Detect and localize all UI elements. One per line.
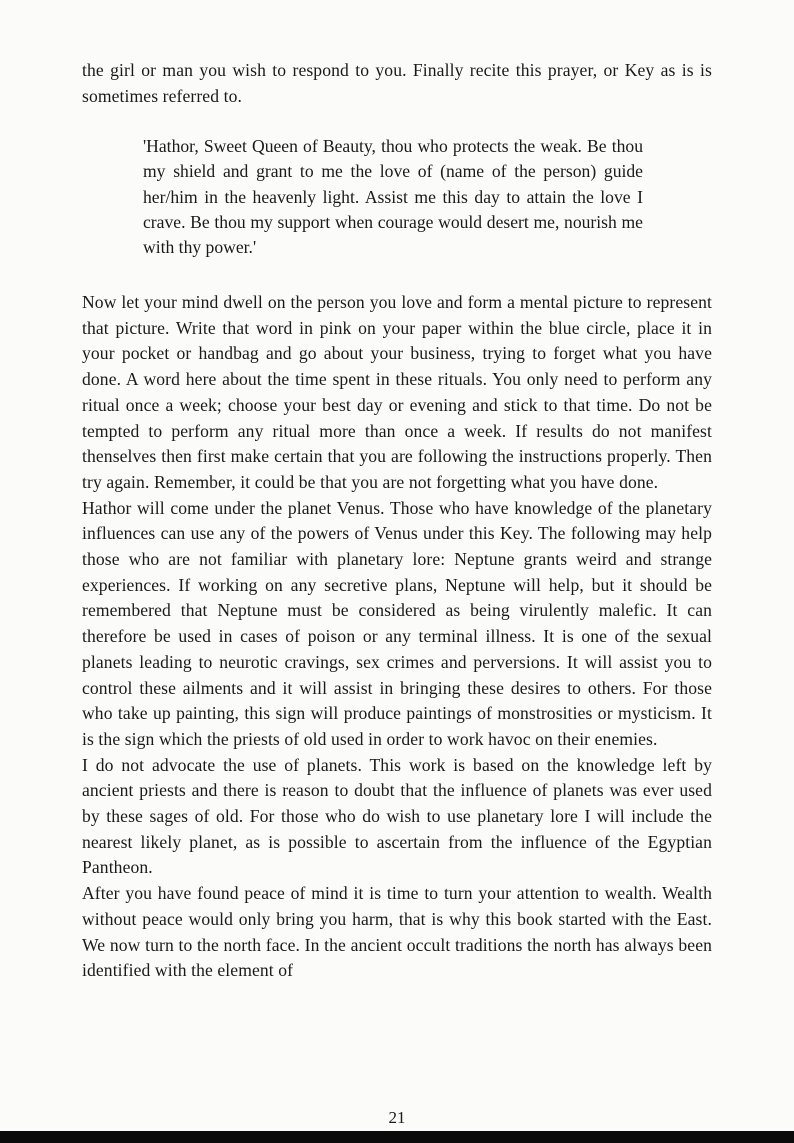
- paragraph: After you have found peace of mind it is time to turn your attention to wealth. Wealth without peace would only bring you harm, that is why this book started with the East. We now turn to the north face. In the ancient occult traditions the north has always been identified with the element of: [82, 883, 712, 981]
- prayer-quote: 'Hathor, Sweet Queen of Beauty, thou who protects the weak. Be thou my shield and grant to me the love of (name of the person) guide her/him in the heavenly light. Assist me this day to attain the love I crave. Be thou my support when courage would desert me, nourish me with thy power.': [143, 136, 643, 258]
- scan-edge-bar: [0, 1131, 794, 1143]
- body-text: [82, 290, 712, 984]
- paragraph: Now let your mind dwell on the person you love and form a mental picture to represent that picture. Write that word in pink on your paper within the blue circle, place it in your pocket or handbag and go about your business, trying to forget what you have done. A word here about the time spent in these rituals. You only need to perform any ritual once a week; choose your best day or evening and stick to that time. Do not be tempted to perform any ritual more than once a week. If results do not manifest thenselves then first make certain that you are following the instructions properly. Then try again. Remember, it could be that you are not forgetting what you have done.: [82, 292, 712, 492]
- page-number: 21: [388, 1108, 406, 1127]
- intro-paragraph: the girl or man you wish to respond to you. Finally recite this prayer, or Key as is is sometimes referred to.: [82, 60, 712, 106]
- paragraph: Hathor will come under the planet Venus. Those who have knowledge of the planetary influences can use any of the powers of Venus under this Key. The following may help those who are not familiar with planetary lore: Neptune grants weird and strange experiences. If working on any secretive plans, Neptune will help, but it should be remembered that Neptune must be considered as being virulently malefic. It can therefore be used in cases of poison or any terminal illness. It is one of the sexual planets leading to neurotic cravings, sex crimes and perversions. It will assist you to control these ailments and it will assist in bringing these desires to others. For those who take up painting, this sign will produce paintings of monstrosities or mysticism. It is the sign which the priests of old used in order to work havoc on their enemies.: [82, 497, 712, 749]
- paragraph: I do not advocate the use of planets. This work is based on the knowledge left by ancient priests and there is reason to doubt that the influence of planets was ever used by these sages of old. For those who do wish to use planetary lore I will include the nearest likely planet, as is possible to ascertain from the influence of the Egyptian Pantheon.: [82, 754, 712, 878]
